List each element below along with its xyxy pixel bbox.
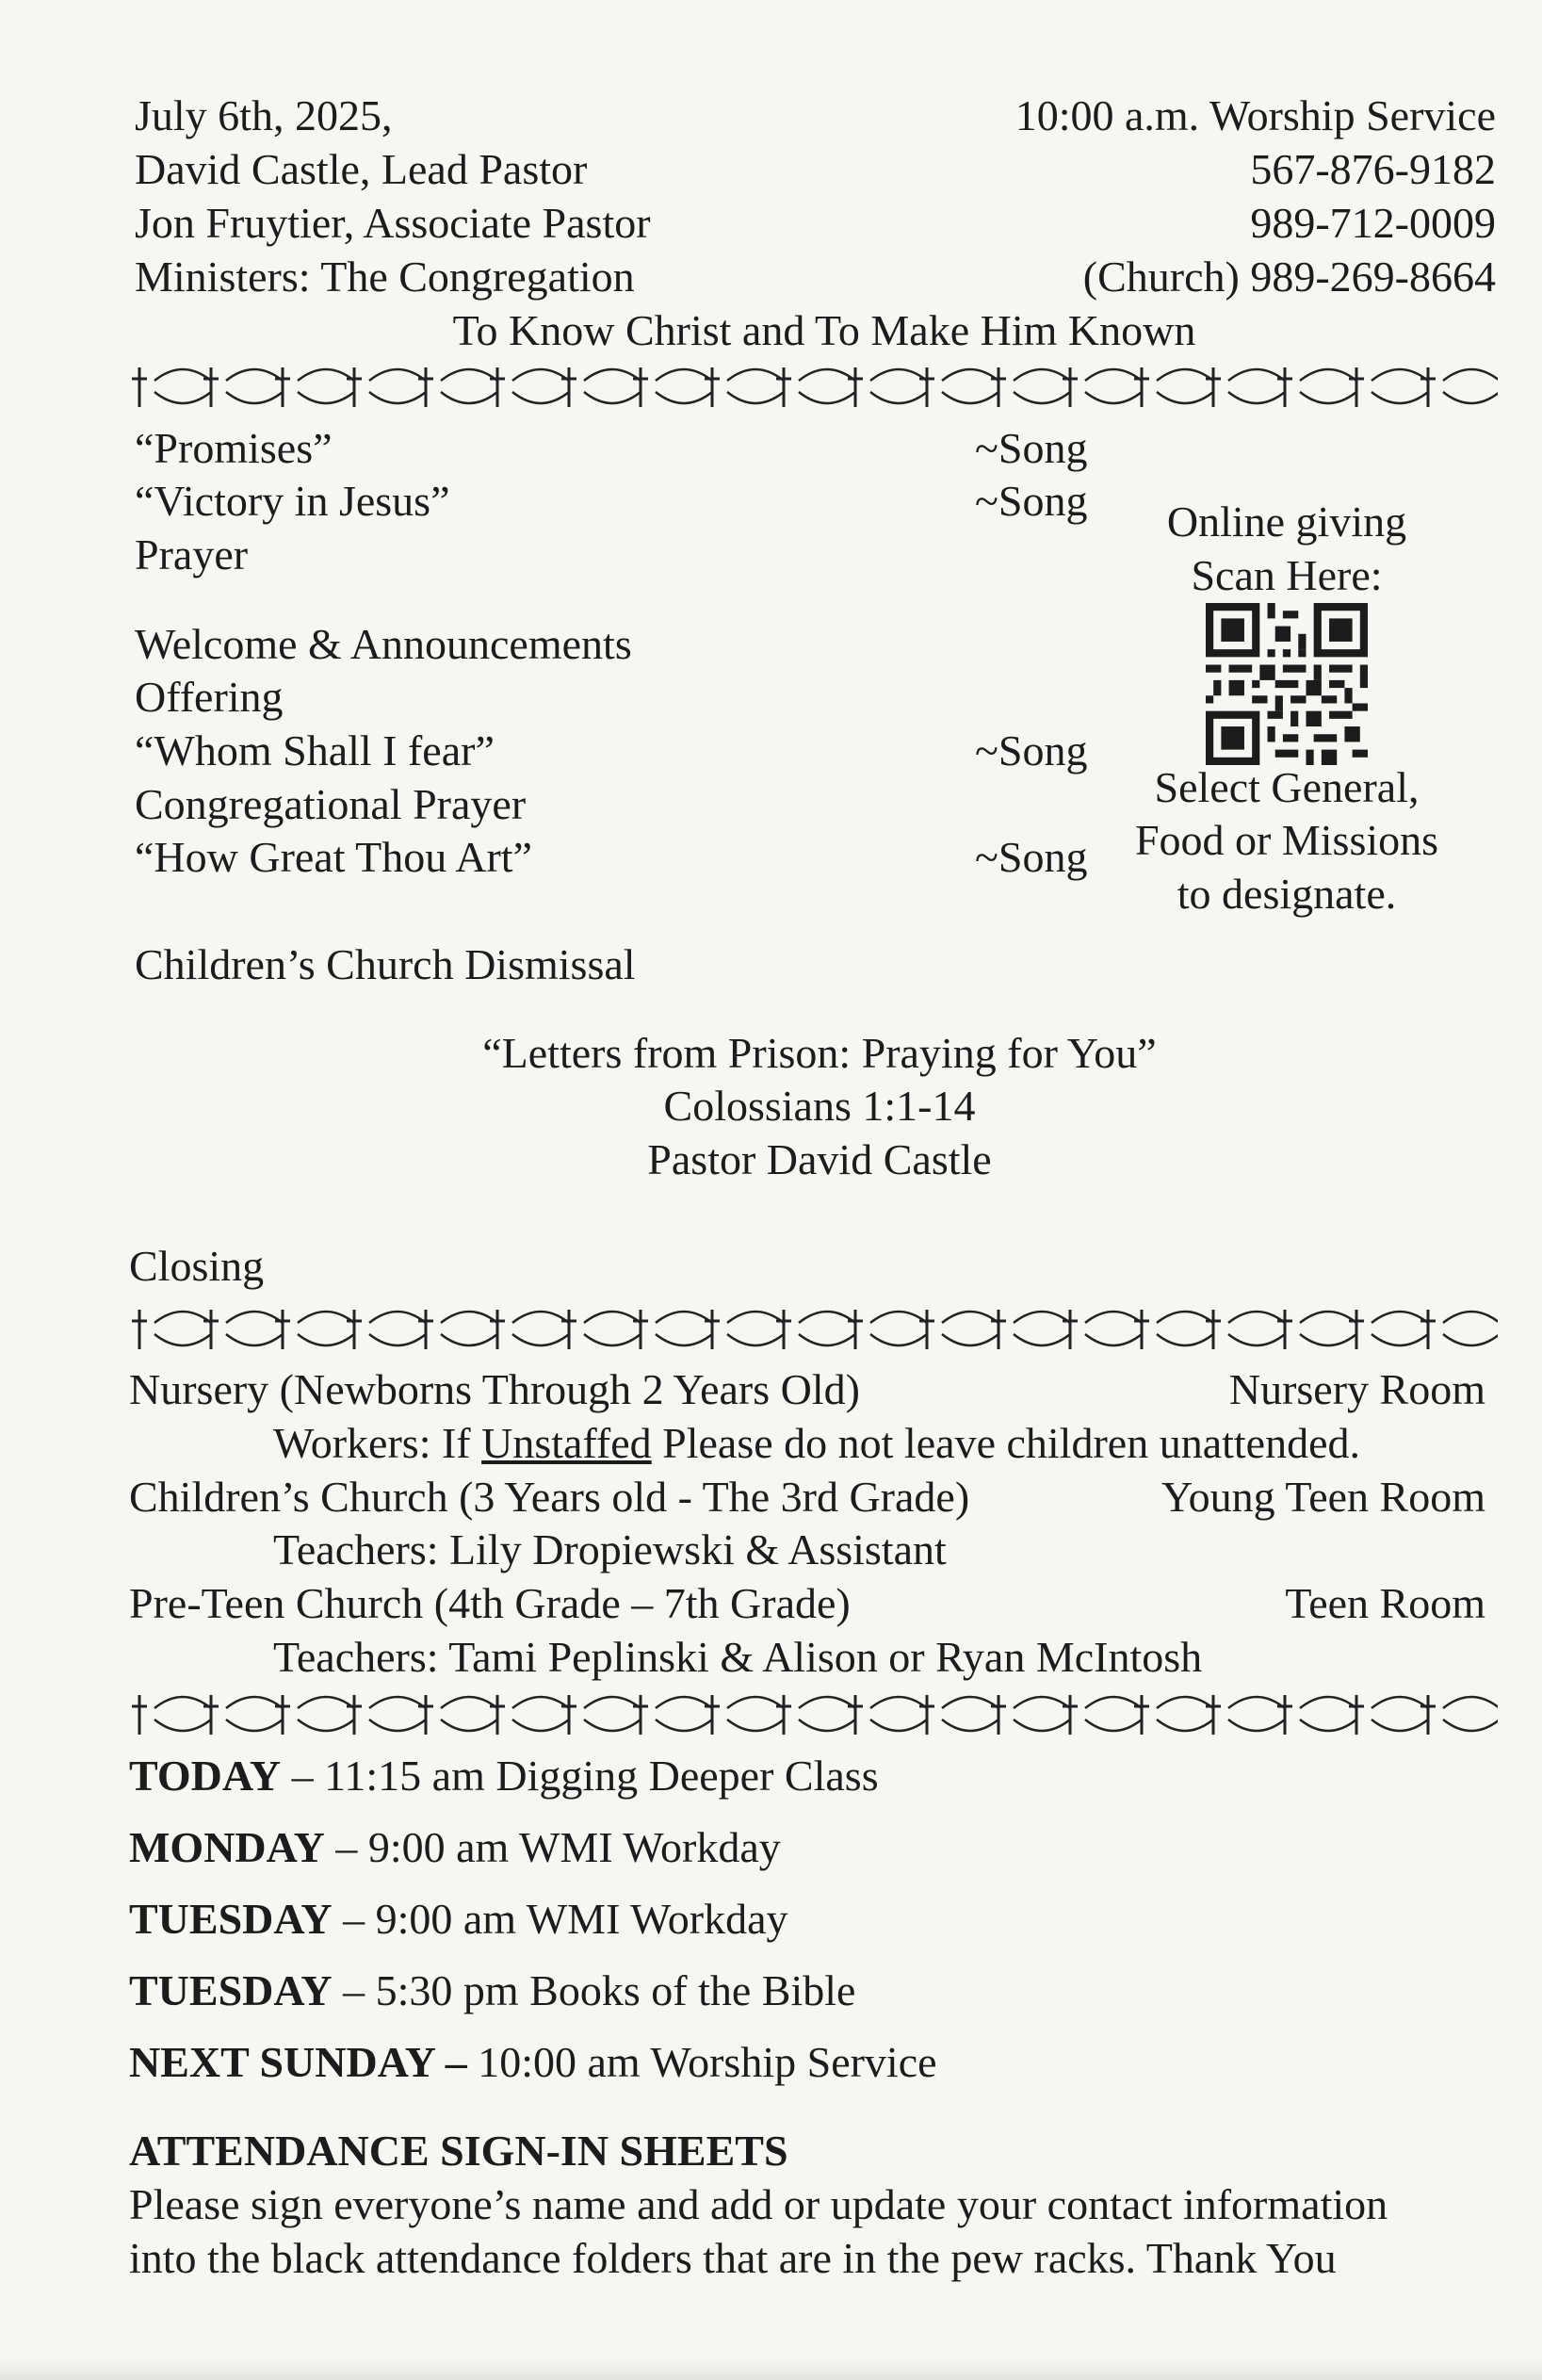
- event-text: 10:00 am Worship Service: [466, 2038, 937, 2086]
- order-item: Children’s Church Dismissal: [135, 940, 636, 988]
- giving-text: Scan Here:: [1191, 551, 1383, 599]
- childrens-church-label: Children’s Church (3 Years old - The 3rd Grade): [129, 1473, 970, 1521]
- sermon-scripture: Colossians 1:1-14: [663, 1082, 976, 1130]
- order-item: Congregational Prayer: [135, 780, 527, 828]
- attendance-text: into the black attendance folders that are in the pew racks. Thank You: [129, 2234, 1337, 2282]
- workers-unstaffed: Unstaffed: [481, 1419, 652, 1467]
- preteen-church-teachers: Teachers: Tami Peplinski & Alison or Ryan McIntosh: [273, 1633, 1203, 1681]
- qr-code-icon[interactable]: [1206, 603, 1368, 765]
- workers-prefix: Workers: If: [273, 1419, 482, 1467]
- order-item: “Whom Shall I fear”: [135, 726, 495, 774]
- event-item: [129, 1821, 781, 1874]
- preteen-church-room: Teen Room: [1285, 1579, 1485, 1627]
- event-item: [129, 1964, 855, 2017]
- event-day: MONDAY: [129, 1823, 325, 1871]
- giving-text: Food or Missions: [1134, 816, 1439, 864]
- lead-pastor-phone: 567-876-9182: [1250, 145, 1496, 193]
- order-tag: ~Song: [975, 726, 1088, 774]
- cross-border-divider: [126, 1687, 1498, 1740]
- event-day: NEXT SUNDAY –: [129, 2038, 467, 2086]
- order-item: Prayer: [135, 530, 249, 579]
- order-item: Welcome & Announcements: [135, 620, 632, 668]
- event-day: TODAY: [129, 1752, 282, 1800]
- giving-text: to designate.: [1177, 870, 1397, 918]
- event-day: TUESDAY: [129, 1895, 333, 1943]
- nursery-workers: [273, 1417, 1360, 1470]
- giving-text: Select General,: [1154, 763, 1420, 811]
- preteen-church-label: Pre-Teen Church (4th Grade – 7th Grade): [129, 1579, 851, 1627]
- church-motto: To Know Christ and To Make Him Known: [452, 306, 1196, 354]
- event-item: [129, 1750, 879, 1802]
- event-text: – 9:00 am WMI Workday: [332, 1895, 788, 1943]
- order-item: “Victory in Jesus”: [135, 477, 450, 525]
- event-day: TUESDAY: [129, 1966, 333, 2014]
- lead-pastor: David Castle, Lead Pastor: [135, 145, 588, 193]
- nursery-label: Nursery (Newborns Through 2 Years Old): [129, 1365, 860, 1413]
- associate-pastor: Jon Fruytier, Associate Pastor: [135, 199, 651, 247]
- attendance-text: Please sign everyone’s name and add or update your contact information: [129, 2180, 1388, 2228]
- sermon-title: “Letters from Prison: Praying for You”: [482, 1029, 1157, 1077]
- childrens-church-teachers: Teachers: Lily Dropiewski & Assistant: [273, 1525, 947, 1573]
- event-item: [129, 2036, 937, 2089]
- order-item: “Promises”: [135, 424, 333, 472]
- ministers: Ministers: The Congregation: [135, 253, 635, 301]
- giving-text: Online giving: [1166, 497, 1407, 546]
- event-text: – 11:15 am Digging Deeper Class: [281, 1752, 879, 1800]
- order-tag: ~Song: [975, 424, 1088, 472]
- order-item: Offering: [135, 673, 284, 721]
- nursery-room: Nursery Room: [1228, 1365, 1485, 1413]
- attendance-heading: ATTENDANCE SIGN-IN SHEETS: [129, 2127, 788, 2175]
- service-date: July 6th, 2025,: [135, 91, 393, 139]
- order-tag: ~Song: [975, 477, 1088, 525]
- associate-pastor-phone: 989-712-0009: [1250, 199, 1496, 247]
- cross-border-divider: [126, 360, 1498, 413]
- church-phone: (Church) 989-269-8664: [1082, 253, 1496, 301]
- workers-suffix: Please do not leave children unattended.: [651, 1419, 1361, 1467]
- order-item: “How Great Thou Art”: [135, 833, 532, 881]
- order-tag: ~Song: [975, 833, 1088, 881]
- closing: Closing: [129, 1242, 265, 1290]
- event-text: – 5:30 pm Books of the Bible: [332, 1966, 856, 2014]
- cross-border-divider: [126, 1302, 1498, 1355]
- page-edge: [0, 2359, 1542, 2380]
- sermon-speaker: Pastor David Castle: [647, 1135, 992, 1183]
- childrens-church-room: Young Teen Room: [1161, 1473, 1485, 1521]
- service-time: 10:00 a.m. Worship Service: [1014, 91, 1496, 139]
- event-item: [129, 1893, 788, 1946]
- event-text: – 9:00 am WMI Workday: [324, 1823, 781, 1871]
